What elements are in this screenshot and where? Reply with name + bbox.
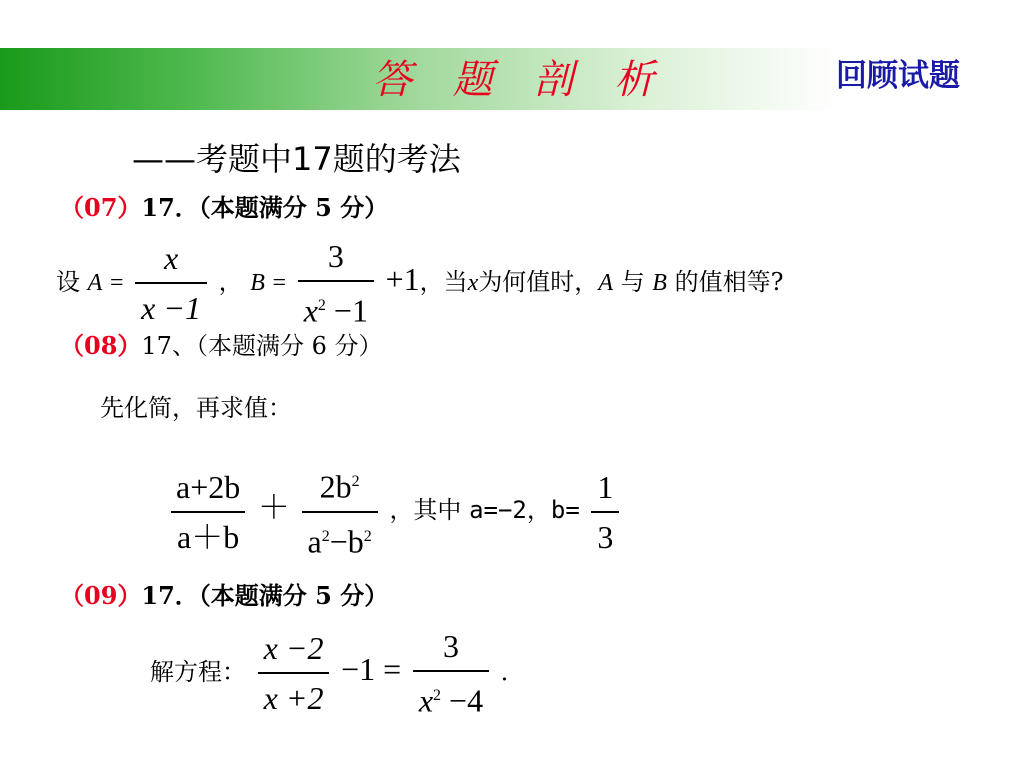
q07-eq: =	[109, 269, 124, 296]
q09-instruction: 解方程：	[150, 657, 246, 686]
q07-eq2: =	[272, 269, 287, 296]
q07-frac-b-num: 3	[327, 238, 344, 274]
q08-year: （08）	[60, 331, 142, 360]
q07-frac-b-rest: −1	[325, 292, 368, 329]
slide-title: 答 题 剖 析	[372, 57, 669, 103]
q09-frac1-num: x −2	[263, 630, 324, 667]
q08-header	[60, 328, 382, 364]
q08-tail-text: ，其中	[389, 496, 462, 525]
q08-frac3-den: 3	[591, 511, 619, 557]
q08-frac2-den-a: a	[307, 523, 322, 560]
q09-period: ．	[500, 657, 525, 686]
q09-head: 17．（本题满分 5 分）	[141, 581, 389, 610]
q09-year: （09）	[60, 581, 142, 610]
q08-frac1-num: a+2b	[176, 468, 241, 505]
q07-var-b: B	[250, 269, 265, 296]
q09-frac1-den: x +2	[258, 672, 330, 718]
q08-instruction: 先化简，再求值：	[100, 394, 292, 422]
q07-rest1: ，当	[419, 267, 468, 296]
q07-fraction-b	[298, 236, 374, 331]
q08-head: 17、（本题满分 6 分）	[141, 332, 383, 360]
q08-fraction-2	[302, 462, 378, 561]
review-questions-link[interactable]: 回顾试题	[836, 58, 960, 94]
q07-rest4: 的值相等?	[674, 267, 784, 296]
q08-expression	[166, 462, 623, 561]
q09-header	[60, 578, 388, 614]
q07-head: 17．（本题满分 5 分）	[141, 193, 389, 222]
q09-frac2-num: 3	[442, 628, 459, 664]
q08-fraction-1	[170, 467, 246, 557]
q08-frac2-den	[302, 511, 378, 562]
q08-frac2-num-exp: 2	[351, 473, 360, 490]
q07-problem	[56, 236, 783, 331]
q07-var-x: x	[467, 269, 479, 296]
q07-frac-a-num: x	[163, 240, 179, 277]
q08-frac2-den-minus: −b	[329, 523, 364, 560]
q09-frac2-den-x: x	[418, 682, 434, 719]
q08-fraction-3	[591, 467, 619, 557]
q07-year: （07）	[60, 193, 142, 222]
q07-frac-b-exp: 2	[317, 297, 326, 314]
q09-frac2-den	[413, 670, 489, 721]
q07-fraction-a	[135, 238, 207, 328]
q07-set: 设	[56, 267, 80, 296]
q09-frac2-den-rest: −4	[441, 682, 484, 719]
q09-frac2-den-exp: 2	[433, 687, 442, 704]
q09-equation	[150, 626, 525, 721]
q08-tail-vals: a=−2，b=	[469, 496, 580, 525]
q08-frac3-num: 1	[597, 468, 614, 505]
q08-frac2-num-base: 2b	[319, 468, 352, 505]
q09-fraction-1	[258, 628, 330, 718]
q07-header	[60, 190, 388, 226]
q08-plus: ＋	[257, 489, 290, 526]
q07-var-a2: A	[598, 269, 613, 296]
q09-minus-one: −1 =	[341, 650, 402, 687]
q08-frac2-den-b-exp: 2	[363, 527, 372, 545]
q07-var-b2: B	[652, 269, 667, 296]
q07-rest2: 为何值时，	[478, 267, 599, 296]
q07-frac-b-den	[298, 280, 374, 331]
q07-frac-a-den: x −1	[135, 282, 207, 328]
q07-var-a: A	[87, 269, 103, 296]
q08-frac2-den-a-exp: 2	[321, 527, 330, 545]
q07-plus-one: +1	[385, 260, 420, 297]
q08-frac1-den: a＋b	[171, 511, 245, 557]
sub-heading: ——考题中17题的考法	[132, 140, 461, 178]
q09-fraction-2	[413, 626, 489, 721]
q07-rest3: 与	[620, 267, 645, 296]
q07-frac-b-x: x	[303, 292, 318, 329]
q07-comma: ，	[218, 267, 243, 296]
q08-frac2-num	[314, 462, 366, 511]
